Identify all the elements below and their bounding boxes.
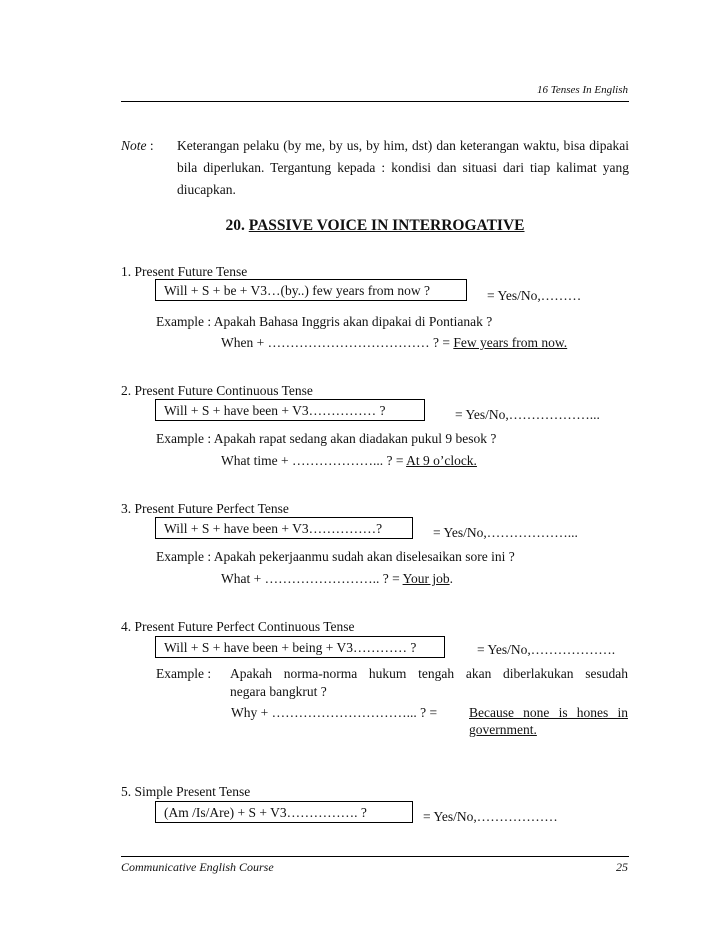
item-2-heading: 2. Present Future Continuous Tense	[121, 383, 313, 398]
item-2-answer: = Yes/No,………………...	[455, 407, 600, 422]
item-3-wh-answer: Your job	[402, 571, 450, 586]
item-3-wh-question	[221, 571, 453, 587]
running-header-title: 16 Tenses In English	[537, 84, 628, 96]
item-2-wh-prefix: What time + ………………... ? =	[221, 453, 407, 468]
note-separator: :	[149, 138, 154, 153]
note-paragraph	[121, 135, 629, 201]
item-1-answer: = Yes/No,………	[487, 288, 582, 303]
item-1-formula-box: Will + S + be + V3…(by..) few years from now ?	[155, 279, 467, 301]
item-1-heading: 1. Present Future Tense	[121, 264, 248, 279]
item-4-example-line1: Apakah norma-norma hukum tengah akan diberlakukan sesudah	[230, 666, 628, 681]
page-number: 25	[616, 860, 628, 874]
item-5-heading: 5. Simple Present Tense	[121, 784, 251, 799]
item-1-example: Example : Apakah Bahasa Inggris akan dipakai di Pontianak ?	[156, 314, 493, 329]
item-4-wh-prefix: Why + …………………………... ? =	[231, 705, 438, 720]
item-2-example: Example : Apakah rapat sedang akan diadakan pukul 9 besok ?	[156, 431, 497, 446]
item-2-wh-question	[221, 453, 477, 469]
item-2-wh-answer: At 9 o’clock.	[406, 453, 477, 468]
note-label: Note	[121, 138, 147, 153]
item-3-answer: = Yes/No,………………...	[433, 525, 578, 540]
item-4-answer: = Yes/No,……………….	[477, 642, 616, 657]
note-text: Keterangan pelaku (by me, by us, by him, dst) dan keterangan waktu, bisa dipakai bila diperlukan. Tergantung kepada : kondisi dan situasi dari tiap kalimat yang diucapkan.	[177, 138, 629, 197]
note-label-group	[121, 135, 154, 157]
item-1-wh-answer: Few years from now.	[453, 335, 568, 350]
item-1-wh-question	[221, 335, 567, 351]
item-4-wh-answer-line2: government.	[469, 722, 537, 737]
item-4-wh-answer-line1: Because none is hones in	[469, 705, 628, 720]
footer-rule	[121, 856, 629, 857]
item-4-formula-box: Will + S + have been + being + V3………… ?	[155, 636, 445, 658]
item-3-heading: 3. Present Future Perfect Tense	[121, 501, 289, 516]
item-3-formula-box: Will + S + have been + V3……………?	[155, 517, 413, 539]
section-title-text: PASSIVE VOICE IN INTERROGATIVE	[248, 217, 525, 234]
item-1-wh-prefix: When + ……………………………… ? =	[221, 335, 454, 350]
item-5-answer: = Yes/No,………………	[423, 809, 558, 824]
item-4-example-line2: negara bangkrut ?	[230, 684, 327, 699]
item-3-wh-prefix: What + …………………….. ? =	[221, 571, 403, 586]
item-2-formula-box: Will + S + have been + V3…………… ?	[155, 399, 425, 421]
header-rule	[121, 101, 629, 102]
item-5-formula-box: (Am /Is/Are) + S + V3……………. ?	[155, 801, 413, 823]
section-title	[121, 217, 629, 235]
item-3-example: Example : Apakah pekerjaanmu sudah akan diselesaikan sore ini ?	[156, 549, 515, 564]
footer-course-title: Communicative English Course	[121, 860, 274, 874]
item-3-wh-suffix: .	[449, 571, 453, 586]
section-number: 20.	[225, 217, 245, 234]
item-4-example-label: Example :	[156, 666, 212, 681]
item-4-heading: 4. Present Future Perfect Continuous Tense	[121, 619, 355, 634]
